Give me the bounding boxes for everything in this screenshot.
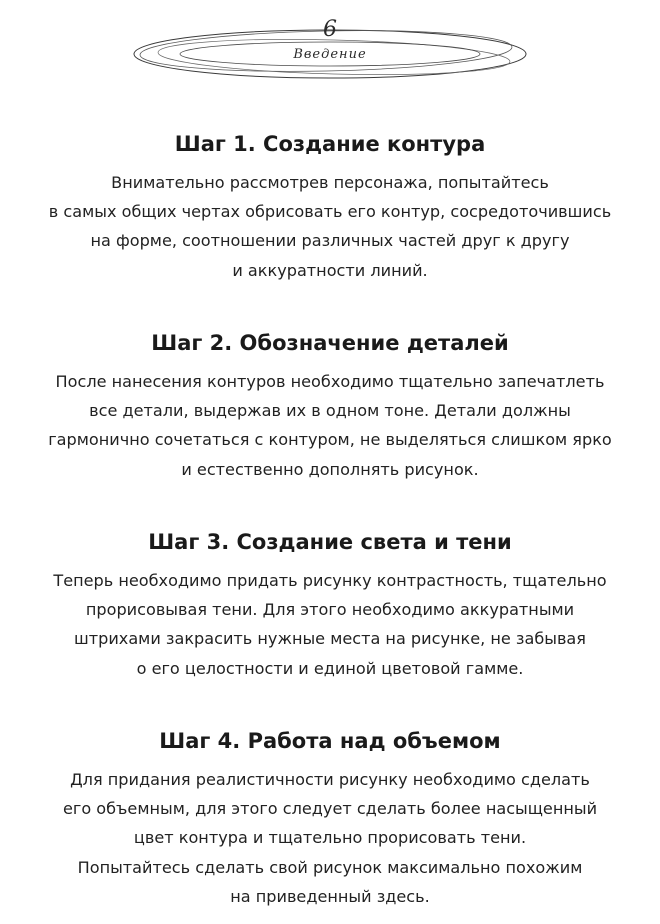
text-line: и аккуратности линий. (232, 260, 428, 280)
step-section (0, 329, 660, 484)
text-line: прорисовывая тени. Для этого необходимо аккуратными (85, 600, 575, 620)
step-section (0, 130, 660, 285)
text-line: о его целостности и единой цветовой гамме. (136, 658, 524, 678)
text-line: его объемным, для этого следует сделать более насыщенный (62, 799, 598, 819)
step-text (0, 168, 660, 285)
page-header (0, 0, 660, 110)
text-line: штрихами закрасить нужные места на рисунке, не забывая (74, 629, 586, 649)
text-line: Внимательно рассмотрев персонажа, попытайтесь (111, 173, 549, 192)
section-title: Введение (293, 47, 367, 62)
step-text (0, 367, 660, 484)
text-line: Попытайтесь сделать свой рисунок максимально похожим (77, 857, 583, 877)
step-heading: Шаг 2. Обозначение деталей (151, 331, 509, 355)
text-line: Для придания реалистичности рисунку необходимо сделать (70, 770, 590, 789)
text-line: гармонично сочетаться с контуром, не выделяться слишком ярко (48, 430, 612, 450)
text-line: все детали, выдержав их в одном тоне. Детали должны (89, 401, 571, 421)
text-line: на форме, соотношении различных частей друг к другу (90, 231, 570, 251)
step-text (0, 765, 660, 911)
step-text (0, 566, 660, 683)
text-line: на приведенный здесь. (230, 886, 430, 906)
step-heading: Шаг 1. Создание контура (174, 132, 486, 156)
text-line: цвет контура и тщательно прорисовать тени. (133, 828, 527, 848)
step-heading: Шаг 4. Работа над объемом (159, 729, 501, 753)
page-number: 6 (323, 17, 337, 42)
step-section (0, 727, 660, 911)
text-line: Теперь необходимо придать рисунку контрастность, тщательно (53, 571, 607, 590)
step-heading: Шаг 3. Создание света и тени (148, 530, 512, 554)
step-section (0, 528, 660, 683)
text-line: в самых общих чертах обрисовать его контур, сосредоточившись (48, 202, 612, 222)
text-line: После нанесения контуров необходимо тщательно запечатлеть (55, 372, 605, 391)
text-line: и естественно дополнять рисунок. (181, 459, 479, 479)
